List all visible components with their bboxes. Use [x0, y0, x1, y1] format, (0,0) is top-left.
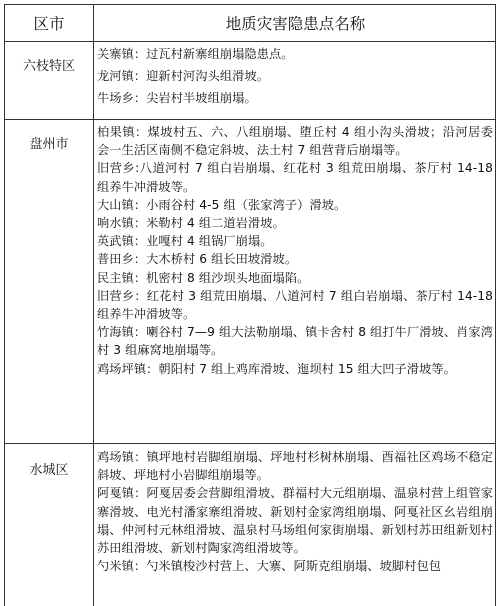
list-item: 普田乡：大木桥村 6 组长田坡滑坡。	[97, 252, 298, 267]
list-shuicheng	[97, 448, 493, 575]
list-item: 英武镇：业嘎村 4 组锅厂崩塌。	[97, 234, 273, 249]
list-item: 牛场乡：尖岩村半坡组崩塌。	[97, 91, 257, 106]
hazard-table	[4, 4, 496, 606]
list-panzhou	[97, 123, 493, 378]
list-item: 响水镇：米勒村 4 组二道岩滑坡。	[97, 216, 285, 231]
region-shuicheng: 水城区	[29, 463, 69, 478]
list-item: 柏果镇：煤坡村五、六、八组崩塌、堕丘村 4 组小沟头滑坡；沿河居委会一生活区南侧不稳定斜坡、法土村 7 组营背后崩塌等。	[97, 125, 493, 158]
list-item: 旧营乡:八道河村 7 组白岩崩塌、红花村 3 组荒田崩塌、茶厅村 14-18 组养牛冲滑坡等。	[97, 161, 493, 194]
list-item: 关寨镇：过瓦村新寨组崩塌隐患点。	[97, 47, 294, 61]
column-divider	[93, 5, 94, 606]
list-item: 龙河镇：迎新村河沟头组滑坡。	[97, 69, 270, 84]
list-item: 鸡场镇：镇坪地村岩脚组崩塌、坪地村杉树林崩塌、酉福社区鸡场不稳定斜坡、坪地村小岩脚组崩塌等。	[97, 450, 493, 483]
list-item: 竹海镇：喇谷村 7—9 组大法勒崩塌、镇卡舍村 8 组打牛厂滑坡、肖家湾村 3 组麻窝地崩塌等。	[97, 325, 493, 358]
region-liuzhi: 六枝特区	[22, 59, 75, 74]
list-item: 鸡场坪镇：朝阳村 7 组上鸡库滑坡、迤坝村 15 组大凹子滑坡等。	[97, 361, 456, 376]
list-item: 阿戛镇：阿戛居委会营脚组滑坡、群福村大元组崩塌、温泉村营上组管家寨滑坡、电光村潘家寨组滑坡、新划村金家湾组崩塌、阿戛社区幺岩组崩塌、仲河村元林组滑坡、温泉村马场组何家街崩塌、新划村苏田组新划村苏田组滑坡、新划村陶家湾组滑坡等。	[97, 486, 493, 556]
header-hazard-points: 地质灾害隐患点名称	[225, 15, 366, 33]
region-panzhou: 盘州市	[29, 137, 69, 152]
list-item: 大山镇：小雨谷村 4-5 组（张家湾子）滑坡。	[97, 197, 347, 212]
list-item: 勺米镇：勺米镇梭沙村营上、大寨、阿斯克组崩塌、坡脚村包包	[97, 559, 442, 574]
header-region: 区市	[33, 15, 65, 33]
list-item: 民主镇：机密村 8 组沙坝头地面塌陷。	[97, 270, 310, 285]
list-liuzhi	[97, 45, 493, 108]
section-divider	[5, 443, 495, 444]
header-divider	[5, 41, 495, 42]
section-divider	[5, 119, 495, 120]
list-item: 旧营乡：红花村 3 组荒田崩塌、八道河村 7 组白岩崩塌、茶厅村 14-18 组养牛冲滑坡等。	[97, 288, 493, 322]
